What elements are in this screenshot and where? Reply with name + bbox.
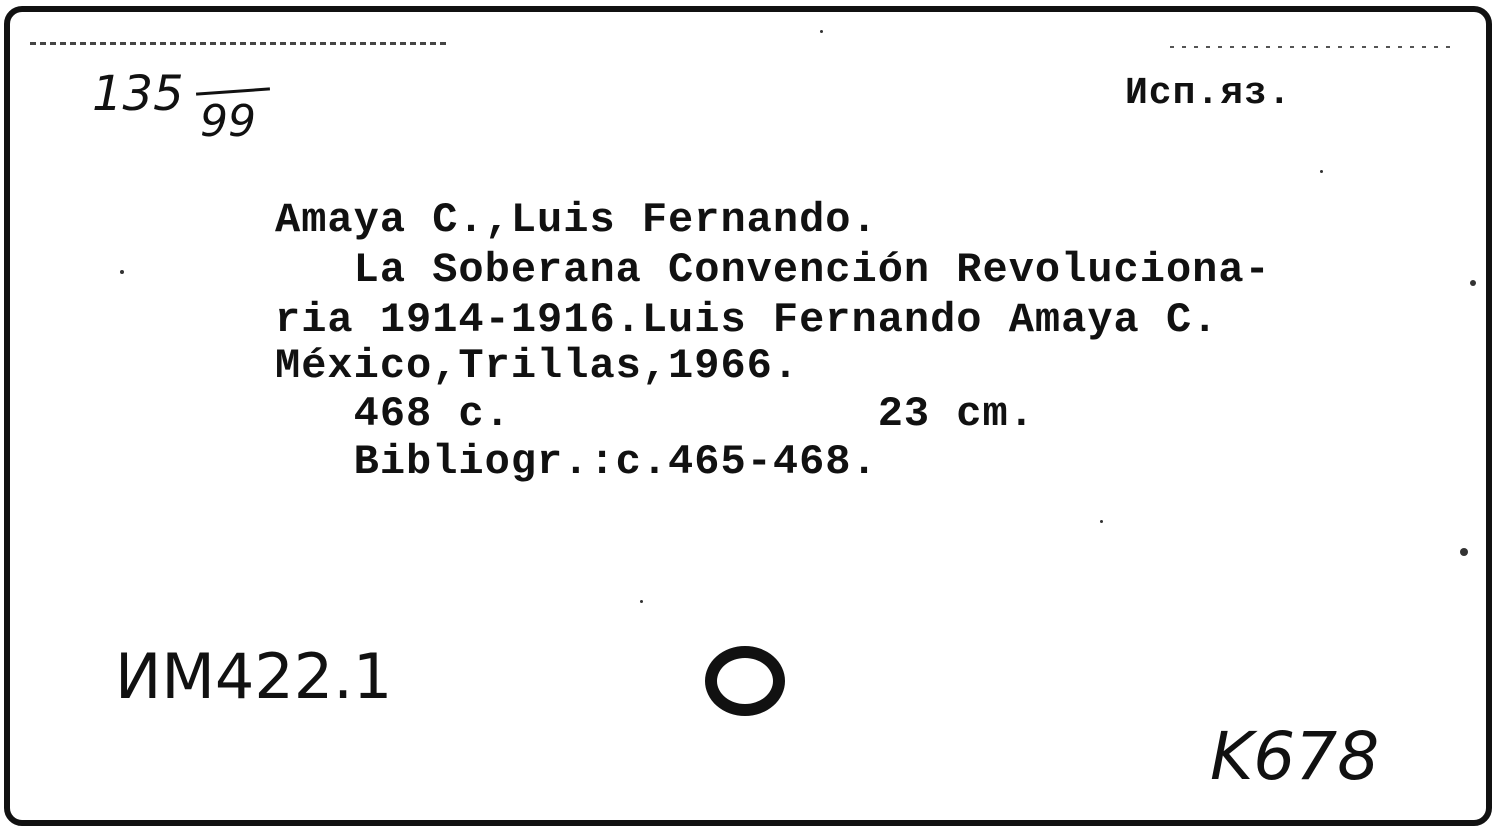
entry-line-title: La Soberana Convención Revoluciona-: [275, 246, 1271, 294]
speck: [1320, 170, 1323, 173]
speck: [120, 270, 124, 274]
shelfmark-top: 135: [92, 66, 184, 122]
shelfmark-bottom: 99: [200, 96, 256, 147]
handwritten-code: K678: [1210, 718, 1380, 795]
entry-line-title-cont: ria 1914-1916.Luis Fernando Amaya C.: [275, 296, 1219, 344]
entry-line-author: Amaya C.,Luis Fernando.: [275, 196, 878, 244]
language-note: Исп.яз.: [1125, 72, 1292, 115]
inventory-number: ИМ422.1: [115, 640, 393, 713]
circle-mark: [705, 646, 785, 716]
speck: [1100, 520, 1103, 523]
speck: [640, 600, 643, 603]
speck: [1470, 280, 1476, 286]
speck: [1460, 548, 1468, 556]
entry-line-extent: 468 c. 23 cm.: [275, 390, 1035, 438]
speck: [820, 30, 823, 33]
entry-line-bibliography: Bibliogr.:c.465-468.: [275, 438, 878, 486]
entry-line-imprint: México,Trillas,1966.: [275, 342, 800, 390]
top-rule: [30, 42, 450, 45]
top-rule-right: [1170, 46, 1450, 48]
